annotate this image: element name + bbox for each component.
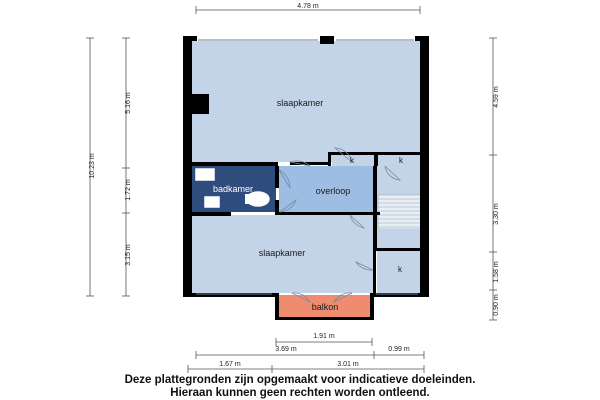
- label-closet-1: k: [350, 156, 354, 165]
- dim-top-width: 4.78 m: [297, 3, 319, 10]
- label-bathroom: badkamer: [212, 184, 254, 194]
- label-closet-2: k: [399, 156, 403, 165]
- dim-right-lower1: 1.58 m: [493, 261, 500, 283]
- disclaimer-line-1: Deze plattegronden zijn opgemaakt voor indicatieve doeleinden.: [124, 374, 476, 386]
- label-balcony: balkon: [311, 302, 339, 312]
- label-bedroom-bottom: slaapkamer: [258, 248, 306, 258]
- dim-bottom-left2: 1.67 m: [219, 361, 241, 368]
- dim-right-middle: 3.30 m: [493, 203, 500, 225]
- dim-left-middle: 1.72 m: [125, 179, 132, 201]
- staircase: [378, 195, 422, 245]
- disclaimer-line-2: Hieraan kunnen geen rechten worden ontleend.: [170, 387, 430, 399]
- label-bedroom-top: slaapkamer: [276, 98, 324, 108]
- dim-bottom-left1: 3.69 m: [275, 346, 297, 353]
- label-closet-3: k: [398, 265, 402, 274]
- dim-right-lower2: 0.90 m: [493, 294, 500, 316]
- dim-left-lower: 3.15 m: [125, 244, 132, 266]
- dim-left-upper: 5.16 m: [125, 92, 132, 114]
- dim-right-upper: 4.59 m: [493, 86, 500, 108]
- dim-total-height: 10.23 m: [89, 153, 96, 179]
- dim-bottom-right2: 3.01 m: [337, 361, 359, 368]
- label-landing: overloop: [315, 186, 351, 196]
- dim-balcony-width: 1.91 m: [313, 333, 335, 340]
- dim-bottom-right1: 0.99 m: [388, 346, 410, 353]
